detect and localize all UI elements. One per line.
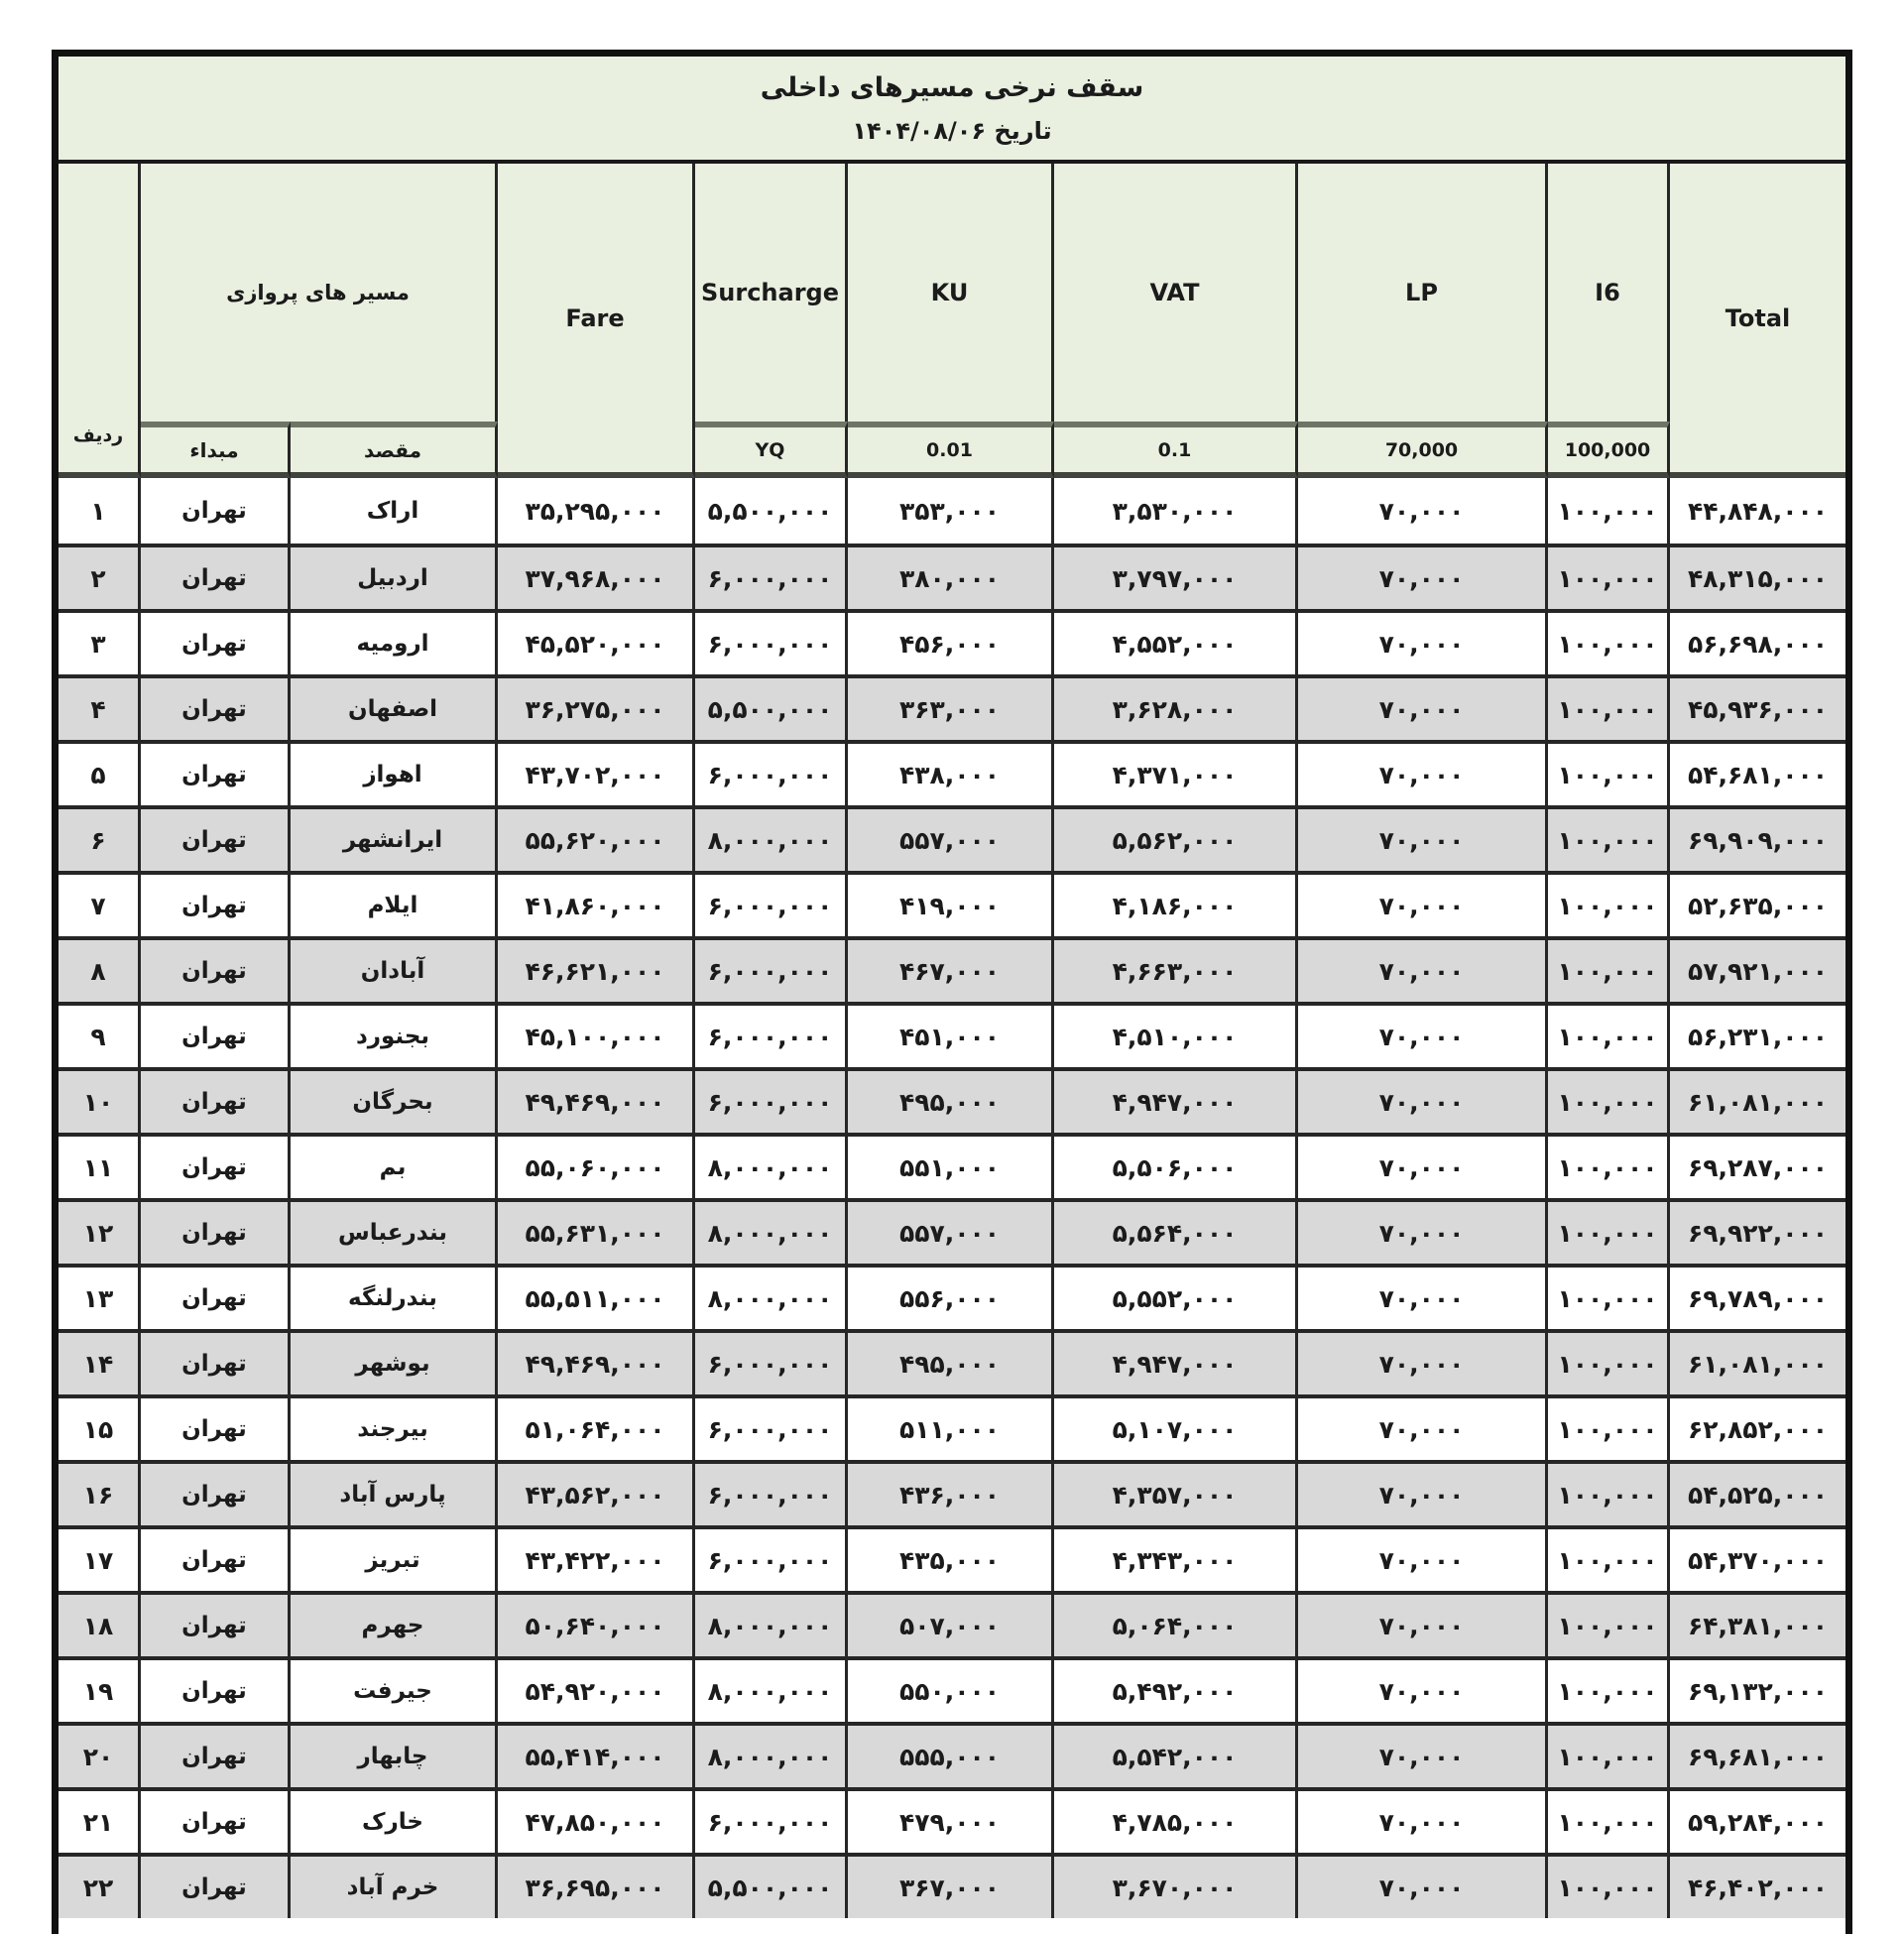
cell-destination: بندرلنگه <box>291 1264 498 1329</box>
cell-i6: ۱۰۰,۰۰۰ <box>1548 478 1670 544</box>
cell-fare: ۵۵,۰۶۰,۰۰۰ <box>498 1133 695 1198</box>
cell-vat: ۴,۳۵۷,۰۰۰ <box>1054 1460 1298 1525</box>
cell-vat: ۵,۵۰۶,۰۰۰ <box>1054 1133 1298 1198</box>
cell-ku: ۵۱۱,۰۰۰ <box>848 1394 1054 1460</box>
cell-fare: ۴۶,۶۲۱,۰۰۰ <box>498 936 695 1002</box>
cell-destination: ایرانشهر <box>291 805 498 871</box>
cell-vat: ۳,۶۷۰,۰۰۰ <box>1054 1853 1298 1918</box>
column-subheader-vat-rate: 0.1 <box>1054 422 1298 478</box>
cell-total: ۶۱,۰۸۱,۰۰۰ <box>1670 1067 1845 1133</box>
cell-destination: بجنورد <box>291 1002 498 1067</box>
cell-surcharge: ۶,۰۰۰,۰۰۰ <box>695 871 848 936</box>
cell-ku: ۳۸۰,۰۰۰ <box>848 544 1054 609</box>
cell-vat: ۵,۴۹۲,۰۰۰ <box>1054 1656 1298 1722</box>
cell-vat: ۴,۷۸۵,۰۰۰ <box>1054 1787 1298 1853</box>
cell-vat: ۵,۵۵۲,۰۰۰ <box>1054 1264 1298 1329</box>
cell-total: ۶۹,۷۸۹,۰۰۰ <box>1670 1264 1845 1329</box>
column-subheader-origin: مبداء <box>141 422 291 478</box>
cell-origin: تهران <box>141 740 291 805</box>
cell-total: ۶۲,۸۵۲,۰۰۰ <box>1670 1394 1845 1460</box>
cell-i6: ۱۰۰,۰۰۰ <box>1548 1787 1670 1853</box>
column-subheader-yq: YQ <box>695 422 848 478</box>
cell-surcharge: ۶,۰۰۰,۰۰۰ <box>695 609 848 674</box>
cell-fare: ۴۱,۸۶۰,۰۰۰ <box>498 871 695 936</box>
cell-ku: ۴۳۵,۰۰۰ <box>848 1525 1054 1591</box>
cell-i6: ۱۰۰,۰۰۰ <box>1548 1002 1670 1067</box>
cell-surcharge: ۸,۰۰۰,۰۰۰ <box>695 1591 848 1656</box>
column-header-vat: VAT <box>1054 164 1298 422</box>
cell-surcharge: ۸,۰۰۰,۰۰۰ <box>695 1722 848 1787</box>
cell-row-number: ۱۳ <box>59 1264 141 1329</box>
cell-i6: ۱۰۰,۰۰۰ <box>1548 1329 1670 1394</box>
cell-fare: ۵۵,۴۱۴,۰۰۰ <box>498 1722 695 1787</box>
cell-i6: ۱۰۰,۰۰۰ <box>1548 544 1670 609</box>
table-date: تاریخ ۱۴۰۴/۰۸/۰۶ <box>852 116 1052 145</box>
cell-row-number: ۷ <box>59 871 141 936</box>
cell-vat: ۳,۷۹۷,۰۰۰ <box>1054 544 1298 609</box>
column-header-ku: KU <box>848 164 1054 422</box>
cell-i6: ۱۰۰,۰۰۰ <box>1548 1264 1670 1329</box>
cell-destination: جیرفت <box>291 1656 498 1722</box>
cell-lp: ۷۰,۰۰۰ <box>1298 1722 1548 1787</box>
cell-fare: ۳۵,۲۹۵,۰۰۰ <box>498 478 695 544</box>
cell-ku: ۳۶۷,۰۰۰ <box>848 1853 1054 1918</box>
cell-row-number: ۵ <box>59 740 141 805</box>
cell-fare: ۴۳,۵۶۲,۰۰۰ <box>498 1460 695 1525</box>
cell-vat: ۵,۰۶۴,۰۰۰ <box>1054 1591 1298 1656</box>
cell-i6: ۱۰۰,۰۰۰ <box>1548 936 1670 1002</box>
cell-origin: تهران <box>141 1787 291 1853</box>
cell-ku: ۴۳۶,۰۰۰ <box>848 1460 1054 1525</box>
cell-i6: ۱۰۰,۰۰۰ <box>1548 1722 1670 1787</box>
cell-ku: ۴۳۸,۰۰۰ <box>848 740 1054 805</box>
column-subheader-i6-amount: 100,000 <box>1548 422 1670 478</box>
cell-ku: ۵۵۶,۰۰۰ <box>848 1264 1054 1329</box>
cell-origin: تهران <box>141 1853 291 1918</box>
cell-origin: تهران <box>141 674 291 740</box>
column-subheader-fare-empty <box>498 422 695 478</box>
cell-lp: ۷۰,۰۰۰ <box>1298 1787 1548 1853</box>
column-subheader-destination: مقصد <box>291 422 498 478</box>
cell-vat: ۵,۵۶۲,۰۰۰ <box>1054 805 1298 871</box>
cell-origin: تهران <box>141 1591 291 1656</box>
cell-destination: خرم آباد <box>291 1853 498 1918</box>
cell-destination: اهواز <box>291 740 498 805</box>
cell-destination: بوشهر <box>291 1329 498 1394</box>
cell-total: ۵۶,۲۳۱,۰۰۰ <box>1670 1002 1845 1067</box>
cell-total: ۵۴,۶۸۱,۰۰۰ <box>1670 740 1845 805</box>
cell-row-number: ۲ <box>59 544 141 609</box>
cell-total: ۴۵,۹۳۶,۰۰۰ <box>1670 674 1845 740</box>
cell-total: ۶۹,۶۸۱,۰۰۰ <box>1670 1722 1845 1787</box>
cell-destination: جهرم <box>291 1591 498 1656</box>
cell-fare: ۴۳,۷۰۲,۰۰۰ <box>498 740 695 805</box>
column-header-fare: Fare <box>498 164 695 478</box>
cell-vat: ۴,۵۵۲,۰۰۰ <box>1054 609 1298 674</box>
cell-vat: ۳,۵۳۰,۰۰۰ <box>1054 478 1298 544</box>
cell-origin: تهران <box>141 1329 291 1394</box>
cell-vat: ۵,۵۴۲,۰۰۰ <box>1054 1722 1298 1787</box>
cell-origin: تهران <box>141 936 291 1002</box>
cell-total: ۴۸,۳۱۵,۰۰۰ <box>1670 544 1845 609</box>
cell-destination: اراک <box>291 478 498 544</box>
cell-vat: ۴,۹۴۷,۰۰۰ <box>1054 1067 1298 1133</box>
table-title-block <box>59 57 1845 164</box>
cell-surcharge: ۶,۰۰۰,۰۰۰ <box>695 1787 848 1853</box>
cell-total: ۵۲,۶۳۵,۰۰۰ <box>1670 871 1845 936</box>
cell-destination: اردبیل <box>291 544 498 609</box>
cell-origin: تهران <box>141 478 291 544</box>
cell-lp: ۷۰,۰۰۰ <box>1298 609 1548 674</box>
cell-surcharge: ۵,۵۰۰,۰۰۰ <box>695 478 848 544</box>
cell-i6: ۱۰۰,۰۰۰ <box>1548 674 1670 740</box>
cell-surcharge: ۶,۰۰۰,۰۰۰ <box>695 1002 848 1067</box>
cell-i6: ۱۰۰,۰۰۰ <box>1548 1591 1670 1656</box>
cell-vat: ۴,۹۴۷,۰۰۰ <box>1054 1329 1298 1394</box>
cell-ku: ۴۹۵,۰۰۰ <box>848 1067 1054 1133</box>
cell-total: ۶۹,۱۳۲,۰۰۰ <box>1670 1656 1845 1722</box>
cell-destination: بم <box>291 1133 498 1198</box>
cell-row-number: ۶ <box>59 805 141 871</box>
cell-i6: ۱۰۰,۰۰۰ <box>1548 1460 1670 1525</box>
cell-destination: پارس آباد <box>291 1460 498 1525</box>
cell-total: ۵۶,۶۹۸,۰۰۰ <box>1670 609 1845 674</box>
cell-destination: خارک <box>291 1787 498 1853</box>
cell-lp: ۷۰,۰۰۰ <box>1298 1002 1548 1067</box>
cell-surcharge: ۶,۰۰۰,۰۰۰ <box>695 1460 848 1525</box>
cell-vat: ۳,۶۲۸,۰۰۰ <box>1054 674 1298 740</box>
cell-row-number: ۱۰ <box>59 1067 141 1133</box>
cell-origin: تهران <box>141 544 291 609</box>
cell-lp: ۷۰,۰۰۰ <box>1298 1525 1548 1591</box>
cell-row-number: ۴ <box>59 674 141 740</box>
cell-destination: آبادان <box>291 936 498 1002</box>
cell-origin: تهران <box>141 1133 291 1198</box>
cell-i6: ۱۰۰,۰۰۰ <box>1548 1198 1670 1264</box>
cell-i6: ۱۰۰,۰۰۰ <box>1548 1394 1670 1460</box>
cell-i6: ۱۰۰,۰۰۰ <box>1548 1133 1670 1198</box>
cell-surcharge: ۸,۰۰۰,۰۰۰ <box>695 1198 848 1264</box>
cell-origin: تهران <box>141 609 291 674</box>
cell-vat: ۵,۱۰۷,۰۰۰ <box>1054 1394 1298 1460</box>
cell-row-number: ۸ <box>59 936 141 1002</box>
cell-total: ۶۴,۳۸۱,۰۰۰ <box>1670 1591 1845 1656</box>
cell-fare: ۵۱,۰۶۴,۰۰۰ <box>498 1394 695 1460</box>
cell-origin: تهران <box>141 1067 291 1133</box>
cell-origin: تهران <box>141 1002 291 1067</box>
cell-ku: ۵۵۰,۰۰۰ <box>848 1656 1054 1722</box>
column-header-i6: I6 <box>1548 164 1670 422</box>
cell-total: ۶۹,۲۸۷,۰۰۰ <box>1670 1133 1845 1198</box>
cell-fare: ۴۹,۴۶۹,۰۰۰ <box>498 1067 695 1133</box>
cell-origin: تهران <box>141 1264 291 1329</box>
cell-fare: ۵۵,۶۲۰,۰۰۰ <box>498 805 695 871</box>
cell-lp: ۷۰,۰۰۰ <box>1298 1264 1548 1329</box>
cell-vat: ۴,۵۱۰,۰۰۰ <box>1054 1002 1298 1067</box>
page-title: سقف نرخی مسیرهای داخلی <box>760 71 1144 103</box>
cell-lp: ۷۰,۰۰۰ <box>1298 544 1548 609</box>
cell-i6: ۱۰۰,۰۰۰ <box>1548 871 1670 936</box>
cell-ku: ۴۹۵,۰۰۰ <box>848 1329 1054 1394</box>
cell-destination: تبریز <box>291 1525 498 1591</box>
cell-fare: ۴۹,۴۶۹,۰۰۰ <box>498 1329 695 1394</box>
cell-surcharge: ۸,۰۰۰,۰۰۰ <box>695 805 848 871</box>
cell-row-number: ۹ <box>59 1002 141 1067</box>
cell-lp: ۷۰,۰۰۰ <box>1298 1591 1548 1656</box>
cell-vat: ۴,۶۶۳,۰۰۰ <box>1054 936 1298 1002</box>
cell-lp: ۷۰,۰۰۰ <box>1298 1067 1548 1133</box>
cell-ku: ۵۵۱,۰۰۰ <box>848 1133 1054 1198</box>
cell-total: ۶۱,۰۸۱,۰۰۰ <box>1670 1329 1845 1394</box>
cell-ku: ۳۶۳,۰۰۰ <box>848 674 1054 740</box>
column-header-routes-group: مسیر های پروازی <box>141 164 498 422</box>
cell-origin: تهران <box>141 1722 291 1787</box>
cell-ku: ۴۱۹,۰۰۰ <box>848 871 1054 936</box>
cell-origin: تهران <box>141 871 291 936</box>
cell-lp: ۷۰,۰۰۰ <box>1298 1460 1548 1525</box>
cell-surcharge: ۶,۰۰۰,۰۰۰ <box>695 1329 848 1394</box>
fare-grid <box>59 164 1845 1918</box>
cell-fare: ۳۶,۶۹۵,۰۰۰ <box>498 1853 695 1918</box>
cell-lp: ۷۰,۰۰۰ <box>1298 805 1548 871</box>
cell-ku: ۵۵۷,۰۰۰ <box>848 1198 1054 1264</box>
cell-ku: ۴۷۹,۰۰۰ <box>848 1787 1054 1853</box>
cell-destination: بندرعباس <box>291 1198 498 1264</box>
cell-lp: ۷۰,۰۰۰ <box>1298 1329 1548 1394</box>
column-header-total: Total <box>1670 164 1845 478</box>
cell-i6: ۱۰۰,۰۰۰ <box>1548 1067 1670 1133</box>
cell-surcharge: ۸,۰۰۰,۰۰۰ <box>695 1133 848 1198</box>
cell-surcharge: ۸,۰۰۰,۰۰۰ <box>695 1264 848 1329</box>
cell-fare: ۴۵,۵۲۰,۰۰۰ <box>498 609 695 674</box>
column-header-surcharge: Surcharge <box>695 164 848 422</box>
column-subheader-ku-rate: 0.01 <box>848 422 1054 478</box>
cell-origin: تهران <box>141 1460 291 1525</box>
cell-lp: ۷۰,۰۰۰ <box>1298 740 1548 805</box>
cell-row-number: ۱۲ <box>59 1198 141 1264</box>
cell-ku: ۳۵۳,۰۰۰ <box>848 478 1054 544</box>
cell-ku: ۵۵۷,۰۰۰ <box>848 805 1054 871</box>
cell-row-number: ۲۲ <box>59 1853 141 1918</box>
cell-ku: ۴۶۷,۰۰۰ <box>848 936 1054 1002</box>
cell-surcharge: ۶,۰۰۰,۰۰۰ <box>695 740 848 805</box>
cell-total: ۴۶,۴۰۲,۰۰۰ <box>1670 1853 1845 1918</box>
column-subheader-lp-amount: 70,000 <box>1298 422 1548 478</box>
cell-i6: ۱۰۰,۰۰۰ <box>1548 805 1670 871</box>
cell-i6: ۱۰۰,۰۰۰ <box>1548 1853 1670 1918</box>
cell-surcharge: ۵,۵۰۰,۰۰۰ <box>695 1853 848 1918</box>
cell-lp: ۷۰,۰۰۰ <box>1298 1198 1548 1264</box>
cell-row-number: ۱۹ <box>59 1656 141 1722</box>
cell-lp: ۷۰,۰۰۰ <box>1298 478 1548 544</box>
cell-total: ۵۷,۹۲۱,۰۰۰ <box>1670 936 1845 1002</box>
cell-destination: چابهار <box>291 1722 498 1787</box>
cell-origin: تهران <box>141 1198 291 1264</box>
cell-total: ۵۴,۳۷۰,۰۰۰ <box>1670 1525 1845 1591</box>
cell-fare: ۳۶,۲۷۵,۰۰۰ <box>498 674 695 740</box>
cell-row-number: ۱ <box>59 478 141 544</box>
cell-destination: ارومیه <box>291 609 498 674</box>
cell-i6: ۱۰۰,۰۰۰ <box>1548 740 1670 805</box>
cell-fare: ۵۴,۹۲۰,۰۰۰ <box>498 1656 695 1722</box>
cell-vat: ۵,۵۶۴,۰۰۰ <box>1054 1198 1298 1264</box>
cell-row-number: ۱۵ <box>59 1394 141 1460</box>
cell-surcharge: ۶,۰۰۰,۰۰۰ <box>695 1394 848 1460</box>
cell-row-number: ۱۸ <box>59 1591 141 1656</box>
cell-lp: ۷۰,۰۰۰ <box>1298 936 1548 1002</box>
cell-vat: ۴,۳۴۳,۰۰۰ <box>1054 1525 1298 1591</box>
cell-lp: ۷۰,۰۰۰ <box>1298 1133 1548 1198</box>
cell-destination: بیرجند <box>291 1394 498 1460</box>
cell-row-number: ۲۰ <box>59 1722 141 1787</box>
cell-lp: ۷۰,۰۰۰ <box>1298 1394 1548 1460</box>
cell-fare: ۳۷,۹۶۸,۰۰۰ <box>498 544 695 609</box>
cell-surcharge: ۶,۰۰۰,۰۰۰ <box>695 544 848 609</box>
cell-row-number: ۱۶ <box>59 1460 141 1525</box>
cell-fare: ۵۵,۶۳۱,۰۰۰ <box>498 1198 695 1264</box>
cell-surcharge: ۶,۰۰۰,۰۰۰ <box>695 1525 848 1591</box>
cell-surcharge: ۶,۰۰۰,۰۰۰ <box>695 1067 848 1133</box>
cell-surcharge: ۶,۰۰۰,۰۰۰ <box>695 936 848 1002</box>
cell-surcharge: ۵,۵۰۰,۰۰۰ <box>695 674 848 740</box>
cell-fare: ۴۳,۴۲۲,۰۰۰ <box>498 1525 695 1591</box>
cell-origin: تهران <box>141 1656 291 1722</box>
cell-fare: ۴۵,۱۰۰,۰۰۰ <box>498 1002 695 1067</box>
domestic-fare-ceiling-table <box>52 50 1852 1934</box>
cell-lp: ۷۰,۰۰۰ <box>1298 1853 1548 1918</box>
cell-i6: ۱۰۰,۰۰۰ <box>1548 1525 1670 1591</box>
cell-total: ۴۴,۸۴۸,۰۰۰ <box>1670 478 1845 544</box>
cell-row-number: ۱۴ <box>59 1329 141 1394</box>
cell-row-number: ۳ <box>59 609 141 674</box>
cell-vat: ۴,۱۸۶,۰۰۰ <box>1054 871 1298 936</box>
cell-origin: تهران <box>141 1394 291 1460</box>
column-header-row-number: ردیف <box>59 164 141 478</box>
cell-fare: ۵۵,۵۱۱,۰۰۰ <box>498 1264 695 1329</box>
cell-total: ۶۹,۹۲۲,۰۰۰ <box>1670 1198 1845 1264</box>
cell-row-number: ۲۱ <box>59 1787 141 1853</box>
cell-origin: تهران <box>141 1525 291 1591</box>
cell-ku: ۵۵۵,۰۰۰ <box>848 1722 1054 1787</box>
cell-total: ۵۴,۵۲۵,۰۰۰ <box>1670 1460 1845 1525</box>
cell-destination: اصفهان <box>291 674 498 740</box>
cell-row-number: ۱۷ <box>59 1525 141 1591</box>
cell-row-number: ۱۱ <box>59 1133 141 1198</box>
cell-i6: ۱۰۰,۰۰۰ <box>1548 1656 1670 1722</box>
cell-origin: تهران <box>141 805 291 871</box>
cell-fare: ۵۰,۶۴۰,۰۰۰ <box>498 1591 695 1656</box>
column-header-lp: LP <box>1298 164 1548 422</box>
cell-ku: ۵۰۷,۰۰۰ <box>848 1591 1054 1656</box>
cell-lp: ۷۰,۰۰۰ <box>1298 871 1548 936</box>
cell-total: ۵۹,۲۸۴,۰۰۰ <box>1670 1787 1845 1853</box>
cell-lp: ۷۰,۰۰۰ <box>1298 674 1548 740</box>
cell-destination: بحرگان <box>291 1067 498 1133</box>
cell-vat: ۴,۳۷۱,۰۰۰ <box>1054 740 1298 805</box>
cell-total: ۶۹,۹۰۹,۰۰۰ <box>1670 805 1845 871</box>
cell-ku: ۴۵۶,۰۰۰ <box>848 609 1054 674</box>
cell-i6: ۱۰۰,۰۰۰ <box>1548 609 1670 674</box>
cell-fare: ۴۷,۸۵۰,۰۰۰ <box>498 1787 695 1853</box>
cell-lp: ۷۰,۰۰۰ <box>1298 1656 1548 1722</box>
cell-surcharge: ۸,۰۰۰,۰۰۰ <box>695 1656 848 1722</box>
cell-destination: ایلام <box>291 871 498 936</box>
cell-ku: ۴۵۱,۰۰۰ <box>848 1002 1054 1067</box>
